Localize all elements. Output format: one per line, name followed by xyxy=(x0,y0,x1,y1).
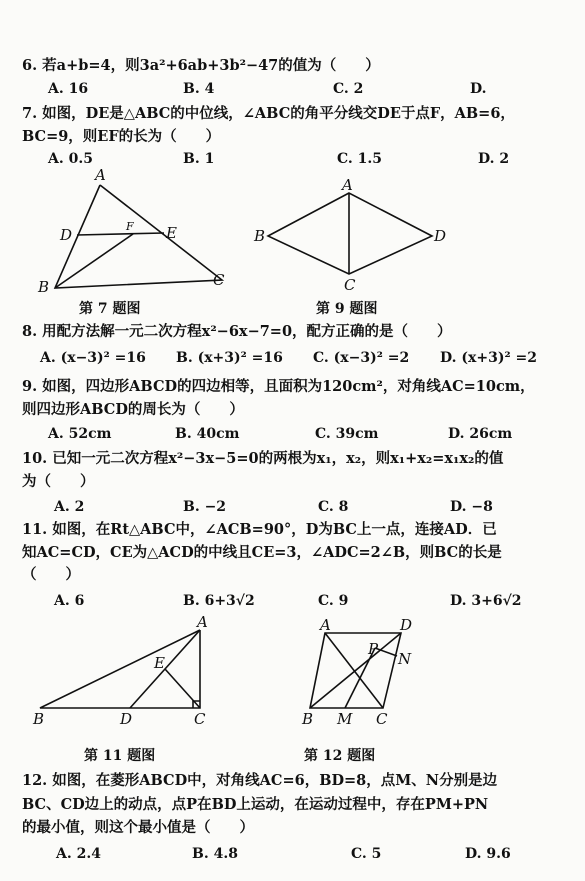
label-a: A xyxy=(342,176,353,194)
q11-stem-line3: （ ） xyxy=(22,566,80,583)
label-b: B xyxy=(254,227,266,245)
q11-option-b: B. 6+3√2 xyxy=(183,593,255,609)
label-d: D xyxy=(434,227,447,245)
q6-option-b: B. 4 xyxy=(183,81,215,97)
q12-stem-line1: 12. 如图，在菱形ABCD中，对角线AC=6，BD=8，点M、N分别是边 xyxy=(22,772,498,789)
figure-12-caption: 第 12 题图 xyxy=(304,748,376,764)
q6-option-c: C. 2 xyxy=(333,81,364,97)
q8-option-a: A. (x−3)² =16 xyxy=(40,350,146,366)
q10-option-b: B. −2 xyxy=(183,499,227,515)
label-b: B xyxy=(33,710,45,728)
label-c: C xyxy=(213,271,225,289)
label-d: D xyxy=(120,710,133,728)
label-b: B xyxy=(38,278,50,296)
q9-option-b: B. 40cm xyxy=(175,426,240,442)
diagonal-bd xyxy=(310,633,401,708)
q10-stem-line2: 为（ ） xyxy=(22,473,95,490)
q12-option-b: B. 4.8 xyxy=(192,846,238,862)
label-m: M xyxy=(337,710,353,728)
label-b: B xyxy=(302,710,314,728)
q8-option-d: D. (x+3)² =2 xyxy=(440,350,537,366)
label-n: N xyxy=(398,650,412,668)
figure-9-caption: 第 9 题图 xyxy=(316,301,378,317)
q7-option-a: A. 0.5 xyxy=(48,151,93,167)
q11-option-d: D. 3+6√2 xyxy=(450,593,522,609)
q8-option-c: C. (x−3)² =2 xyxy=(313,350,410,366)
label-a: A xyxy=(95,166,106,184)
figure-11-caption: 第 11 题图 xyxy=(84,748,156,764)
q8-stem: 8. 用配方法解一元二次方程x²−6x−7=0，配方正确的是（ ） xyxy=(22,323,452,340)
q12-option-d: D. 9.6 xyxy=(465,846,511,862)
label-f: F xyxy=(126,220,134,233)
q12-stem-line2: BC、CD边上的动点，点P在BD上运动，在运动过程中，存在PM+PN xyxy=(22,796,489,813)
label-p: P xyxy=(368,640,379,658)
q10-option-c: C. 8 xyxy=(318,499,349,515)
q10-option-d: D. −8 xyxy=(450,499,493,515)
q10-stem-line1: 10. 已知一元二次方程x²−3x−5=0的两根为x₁，x₂，则x₁+x₂=x₁x₂的值 xyxy=(22,450,504,467)
q11-option-a: A. 6 xyxy=(54,593,85,609)
q9-option-d: D. 26cm xyxy=(448,426,513,442)
q9-stem-line2: 则四边形ABCD的周长为（ ） xyxy=(22,401,244,418)
q9-stem-line1: 9. 如图，四边形ABCD的四边相等，且面积为120cm²，对角线AC=10cm， xyxy=(22,378,535,395)
q11-stem-line2: 知AC=CD，CE为△ACD的中线且CE=3，∠ADC=2∠B，则BC的长是 xyxy=(22,544,502,561)
q12-option-a: A. 2.4 xyxy=(56,846,101,862)
q12-option-c: C. 5 xyxy=(351,846,382,862)
q7-option-d: D. 2 xyxy=(478,151,510,167)
label-c: C xyxy=(344,276,356,294)
label-e: E xyxy=(166,224,177,242)
q12-stem-line3: 的最小值，则这个最小值是（ ） xyxy=(22,819,254,836)
q9-option-a: A. 52cm xyxy=(48,426,112,442)
q11-stem-line1: 11. 如图，在Rt△ABC中，∠ACB=90°，D为BC上一点，连接AD．已 xyxy=(22,521,497,538)
label-d: D xyxy=(400,616,413,634)
label-a: A xyxy=(320,616,331,634)
q9-option-c: C. 39cm xyxy=(315,426,379,442)
q7-stem-line2: BC=9，则EF的长为（ ） xyxy=(22,128,221,145)
q7-stem-line1: 7. 如图，DE是△ABC的中位线，∠ABC的角平分线交DE于点F，AB=6， xyxy=(22,105,515,122)
q7-option-b: B. 1 xyxy=(183,151,215,167)
q7-option-c: C. 1.5 xyxy=(337,151,383,167)
q6-option-d: D. xyxy=(470,81,487,97)
q10-option-a: A. 2 xyxy=(54,499,85,515)
label-c: C xyxy=(194,710,206,728)
label-d: D xyxy=(60,226,73,244)
label-a: A xyxy=(197,613,208,631)
label-c: C xyxy=(376,710,388,728)
label-e: E xyxy=(154,654,165,672)
q6-option-a: A. 16 xyxy=(48,81,89,97)
q11-option-c: C. 9 xyxy=(318,593,349,609)
q6-stem: 6. 若a+b=4，则3a²+6ab+3b²−47的值为（ ） xyxy=(22,57,380,74)
q8-option-b: B. (x+3)² =16 xyxy=(176,350,283,366)
figure-7-caption: 第 7 题图 xyxy=(79,301,141,317)
